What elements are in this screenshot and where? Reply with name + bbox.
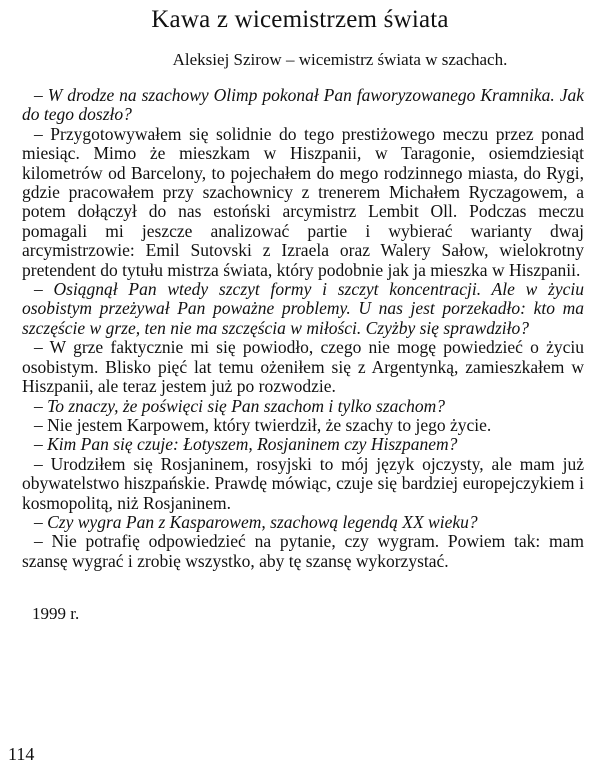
interview-question: – To znaczy, że poświęci się Pan szachom i tylko szachom? <box>34 395 446 416</box>
interview-answer: – Przygotowywałem się solidnie do tego prestiżowego meczu przez ponad miesiąc. Mimo że mieszkam w Hiszpanii, w Taragonie, osiemdziesiąt kilometrów od Barcelony, to pojechałem do mego rodzinnego miasta, do Rygi, gdzie pracowałem przy szachownicy z trenerem Michałem Ryczagowem, a potem dołączył do nas estoński arcymistrz Lembit Oll. Podczas meczu pomagali mi jeszcze analizować partie i wybierać warianty dwaj arcymistrzowie: Emil Sutovski z Izraela oraz Walery Sałow, wielokrotny pretendent do tytułu mistrza świata, który podobnie jak ja mieszka w Hiszpanii. <box>22 123 584 280</box>
interview-question: – W drodze na szachowy Olimp pokonał Pan faworyzowanego Kramnika. Jak do tego doszło? <box>22 85 584 125</box>
interview-answer: – Nie jestem Karpowem, który twierdził, że szachy to jego życie. <box>34 414 492 435</box>
interview-question: – Osiągnął Pan wtedy szczyt formy i szczyt koncentracji. Ale w życiu osobistym przeżywał Pan poważne problemy. U nas jest porzekadło: kto ma szczęście w grze, ten nie ma szczęścia w miłości. Czyżby się sprawdziło? <box>22 279 584 338</box>
page-number: 114 <box>8 744 35 764</box>
interview-question: – Czy wygra Pan z Kasparowem, szachową legendą XX wieku? <box>34 511 478 532</box>
article-title: Kawa z wicemistrzem świata <box>151 6 449 33</box>
interview-answer: – Urodziłem się Rosjaninem, rosyjski to mój język ojczysty, ale mam już obywatelstwo hiszpańskie. Prawdę mówiąc, czuje się bardziej europejczykiem i kosmopolitą, niż Rosjaninem. <box>22 453 584 513</box>
interview-question: – Kim Pan się czuje: Łotyszem, Rosjaninem czy Hiszpanem? <box>34 434 458 455</box>
article-year: 1999 r. <box>32 604 80 623</box>
interview-answer: – Nie potrafię odpowiedzieć na pytanie, czy wygram. Powiem tak: mam szansę wygrać i zrobię wszystko, aby tę szansę wykorzystać. <box>22 531 584 571</box>
interview-answer: – W grze faktycznie mi się powiodło, czego nie mogę powiedzieć o życiu osobistym. Blisko pięć lat temu ożeniłem się z Argentynką, zamieszkałem w Hiszpanii, ale teraz jestem już po rozwodzie. <box>22 337 584 397</box>
article-subtitle: Aleksiej Szirow – wicemistrz świata w szachach. <box>172 50 508 69</box>
article-body <box>22 86 584 571</box>
